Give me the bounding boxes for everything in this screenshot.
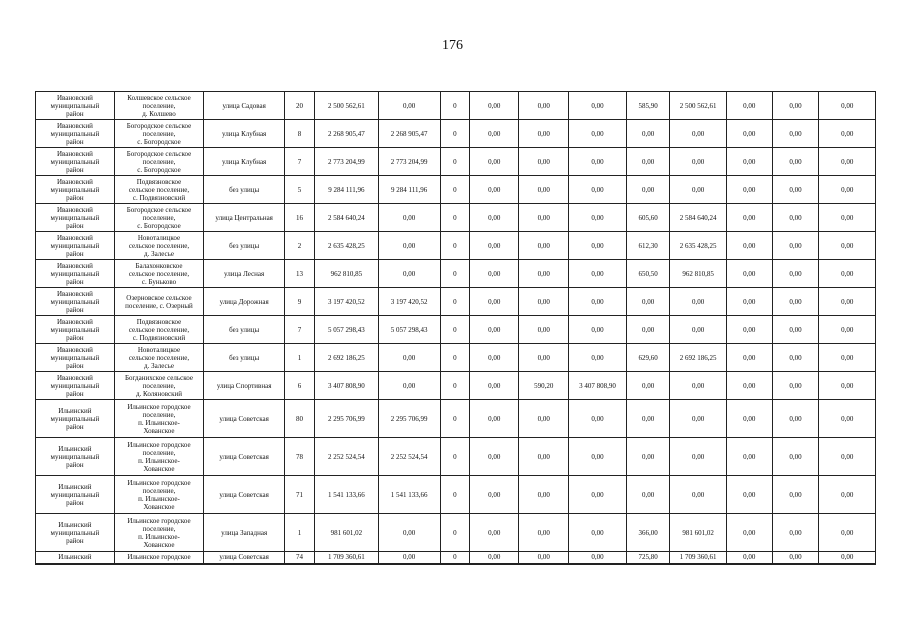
value-cell-1: 2 252 524,54 — [314, 438, 378, 476]
value-cell-10: 0,00 — [772, 552, 819, 564]
count-cell: 80 — [285, 400, 315, 438]
value-cell-9: 0,00 — [726, 344, 772, 372]
table-row — [36, 316, 876, 344]
value-cell-9: 0,00 — [726, 438, 772, 476]
value-cell-3: 0 — [440, 316, 470, 344]
value-cell-9: 0,00 — [726, 92, 772, 120]
value-cell-3: 0 — [440, 476, 470, 514]
value-cell-4: 0,00 — [470, 438, 519, 476]
table-row — [36, 372, 876, 400]
value-cell-11: 0,00 — [819, 344, 876, 372]
value-cell-9: 0,00 — [726, 176, 772, 204]
value-cell-5: 590,20 — [519, 372, 569, 400]
value-cell-4: 0,00 — [470, 92, 519, 120]
value-cell-3: 0 — [440, 92, 470, 120]
value-cell-6: 0,00 — [569, 400, 626, 438]
table-row — [36, 552, 876, 564]
value-cell-6: 3 407 808,90 — [569, 372, 626, 400]
value-cell-7: 629,60 — [626, 344, 670, 372]
value-cell-7: 0,00 — [626, 176, 670, 204]
value-cell-10: 0,00 — [772, 438, 819, 476]
district-cell: Ильинский муниципальный район — [36, 438, 115, 476]
value-cell-5: 0,00 — [519, 120, 569, 148]
value-cell-5: 0,00 — [519, 288, 569, 316]
value-cell-8: 2 584 640,24 — [670, 204, 726, 232]
value-cell-11: 0,00 — [819, 400, 876, 438]
settlement-cell: Подвязновское сельское поселение, с. Подвязновский — [114, 316, 203, 344]
value-cell-3: 0 — [440, 438, 470, 476]
value-cell-3: 0 — [440, 204, 470, 232]
settlement-cell: Ильинское городское поселение, п. Ильинское- Хованское — [114, 438, 203, 476]
value-cell-2: 2 773 204,99 — [378, 148, 440, 176]
value-cell-2: 2 268 905,47 — [378, 120, 440, 148]
count-cell: 71 — [285, 476, 315, 514]
count-cell: 8 — [285, 120, 315, 148]
value-cell-4: 0,00 — [470, 372, 519, 400]
street-cell: без улицы — [204, 344, 285, 372]
count-cell: 13 — [285, 260, 315, 288]
value-cell-9: 0,00 — [726, 288, 772, 316]
value-cell-3: 0 — [440, 372, 470, 400]
settlement-cell: Богородское сельское поселение, с. Богородское — [114, 148, 203, 176]
value-cell-7: 0,00 — [626, 438, 670, 476]
value-cell-5: 0,00 — [519, 232, 569, 260]
value-cell-2: 0,00 — [378, 552, 440, 564]
street-cell: улица Советская — [204, 400, 285, 438]
value-cell-2: 0,00 — [378, 204, 440, 232]
value-cell-6: 0,00 — [569, 148, 626, 176]
value-cell-11: 0,00 — [819, 148, 876, 176]
value-cell-4: 0,00 — [470, 204, 519, 232]
value-cell-11: 0,00 — [819, 260, 876, 288]
value-cell-9: 0,00 — [726, 476, 772, 514]
value-cell-1: 1 541 133,66 — [314, 476, 378, 514]
value-cell-5: 0,00 — [519, 400, 569, 438]
settlement-cell: Колшевское сельское поселение, д. Колшево — [114, 92, 203, 120]
district-cell: Ильинский муниципальный район — [36, 476, 115, 514]
count-cell: 7 — [285, 148, 315, 176]
value-cell-11: 0,00 — [819, 92, 876, 120]
value-cell-8: 0,00 — [670, 476, 726, 514]
value-cell-10: 0,00 — [772, 288, 819, 316]
value-cell-6: 0,00 — [569, 514, 626, 552]
value-cell-11: 0,00 — [819, 176, 876, 204]
value-cell-3: 0 — [440, 552, 470, 564]
value-cell-11: 0,00 — [819, 288, 876, 316]
value-cell-10: 0,00 — [772, 316, 819, 344]
value-cell-10: 0,00 — [772, 176, 819, 204]
value-cell-6: 0,00 — [569, 120, 626, 148]
district-cell: Ивановский муниципальный район — [36, 148, 115, 176]
street-cell: улица Клубная — [204, 148, 285, 176]
district-cell: Ивановский муниципальный район — [36, 204, 115, 232]
value-cell-4: 0,00 — [470, 288, 519, 316]
street-cell: улица Советская — [204, 476, 285, 514]
value-cell-11: 0,00 — [819, 316, 876, 344]
value-cell-5: 0,00 — [519, 260, 569, 288]
value-cell-3: 0 — [440, 400, 470, 438]
table-row — [36, 514, 876, 552]
table-row — [36, 120, 876, 148]
table-row — [36, 288, 876, 316]
value-cell-10: 0,00 — [772, 148, 819, 176]
count-cell: 74 — [285, 552, 315, 564]
value-cell-8: 2 635 428,25 — [670, 232, 726, 260]
value-cell-2: 0,00 — [378, 372, 440, 400]
value-cell-1: 2 692 186,25 — [314, 344, 378, 372]
value-cell-8: 0,00 — [670, 288, 726, 316]
settlement-cell: Подвязновское сельское поселение, с. Подвязновский — [114, 176, 203, 204]
value-cell-10: 0,00 — [772, 232, 819, 260]
table-row — [36, 344, 876, 372]
district-cell: Ивановский муниципальный район — [36, 260, 115, 288]
value-cell-10: 0,00 — [772, 514, 819, 552]
value-cell-7: 0,00 — [626, 400, 670, 438]
value-cell-9: 0,00 — [726, 400, 772, 438]
value-cell-9: 0,00 — [726, 372, 772, 400]
value-cell-8: 981 601,02 — [670, 514, 726, 552]
district-cell: Ивановский муниципальный район — [36, 344, 115, 372]
street-cell: улица Советская — [204, 552, 285, 564]
value-cell-7: 0,00 — [626, 120, 670, 148]
value-cell-9: 0,00 — [726, 514, 772, 552]
value-cell-9: 0,00 — [726, 120, 772, 148]
value-cell-5: 0,00 — [519, 476, 569, 514]
value-cell-11: 0,00 — [819, 552, 876, 564]
district-cell: Ивановский муниципальный район — [36, 288, 115, 316]
settlement-cell: Новоталицкое сельское поселение, д. Залесье — [114, 344, 203, 372]
value-cell-2: 0,00 — [378, 260, 440, 288]
value-cell-9: 0,00 — [726, 552, 772, 564]
table-row — [36, 438, 876, 476]
value-cell-9: 0,00 — [726, 316, 772, 344]
value-cell-5: 0,00 — [519, 176, 569, 204]
value-cell-4: 0,00 — [470, 476, 519, 514]
value-cell-4: 0,00 — [470, 400, 519, 438]
value-cell-8: 0,00 — [670, 400, 726, 438]
value-cell-10: 0,00 — [772, 400, 819, 438]
value-cell-8: 0,00 — [670, 176, 726, 204]
street-cell: без улицы — [204, 316, 285, 344]
value-cell-5: 0,00 — [519, 514, 569, 552]
value-cell-3: 0 — [440, 514, 470, 552]
value-cell-7: 585,90 — [626, 92, 670, 120]
value-cell-10: 0,00 — [772, 344, 819, 372]
value-cell-4: 0,00 — [470, 316, 519, 344]
value-cell-1: 962 810,85 — [314, 260, 378, 288]
district-cell: Ильинский — [36, 552, 115, 564]
value-cell-4: 0,00 — [470, 260, 519, 288]
value-cell-4: 0,00 — [470, 514, 519, 552]
count-cell: 5 — [285, 176, 315, 204]
table-row — [36, 232, 876, 260]
settlement-cell: Ильинское городское — [114, 552, 203, 564]
value-cell-1: 2 773 204,99 — [314, 148, 378, 176]
value-cell-2: 9 284 111,96 — [378, 176, 440, 204]
value-cell-7: 366,00 — [626, 514, 670, 552]
value-cell-3: 0 — [440, 176, 470, 204]
value-cell-9: 0,00 — [726, 232, 772, 260]
value-cell-9: 0,00 — [726, 204, 772, 232]
value-cell-10: 0,00 — [772, 120, 819, 148]
value-cell-3: 0 — [440, 120, 470, 148]
value-cell-8: 0,00 — [670, 148, 726, 176]
value-cell-5: 0,00 — [519, 552, 569, 564]
value-cell-11: 0,00 — [819, 476, 876, 514]
value-cell-7: 0,00 — [626, 316, 670, 344]
value-cell-11: 0,00 — [819, 120, 876, 148]
street-cell: улица Советская — [204, 438, 285, 476]
street-cell: улица Лесная — [204, 260, 285, 288]
count-cell: 1 — [285, 514, 315, 552]
value-cell-7: 0,00 — [626, 288, 670, 316]
value-cell-7: 650,50 — [626, 260, 670, 288]
value-cell-8: 0,00 — [670, 372, 726, 400]
value-cell-7: 612,30 — [626, 232, 670, 260]
table-row — [36, 400, 876, 438]
value-cell-8: 1 709 360,61 — [670, 552, 726, 564]
value-cell-6: 0,00 — [569, 288, 626, 316]
value-cell-8: 0,00 — [670, 316, 726, 344]
value-cell-1: 2 500 562,61 — [314, 92, 378, 120]
value-cell-1: 2 268 905,47 — [314, 120, 378, 148]
value-cell-6: 0,00 — [569, 316, 626, 344]
value-cell-10: 0,00 — [772, 260, 819, 288]
settlement-cell: Озерновское сельское поселение, с. Озерный — [114, 288, 203, 316]
value-cell-2: 0,00 — [378, 344, 440, 372]
value-cell-3: 0 — [440, 344, 470, 372]
district-cell: Ивановский муниципальный район — [36, 120, 115, 148]
value-cell-7: 0,00 — [626, 372, 670, 400]
value-cell-5: 0,00 — [519, 92, 569, 120]
value-cell-4: 0,00 — [470, 148, 519, 176]
value-cell-6: 0,00 — [569, 476, 626, 514]
count-cell: 2 — [285, 232, 315, 260]
value-cell-1: 2 584 640,24 — [314, 204, 378, 232]
value-cell-6: 0,00 — [569, 260, 626, 288]
value-cell-2: 0,00 — [378, 232, 440, 260]
settlement-cell: Балахонковское сельское поселение, с. Буньково — [114, 260, 203, 288]
value-cell-2: 1 541 133,66 — [378, 476, 440, 514]
value-cell-3: 0 — [440, 232, 470, 260]
value-cell-6: 0,00 — [569, 92, 626, 120]
table-row — [36, 204, 876, 232]
value-cell-8: 2 692 186,25 — [670, 344, 726, 372]
settlement-cell: Ильинское городское поселение, п. Ильинское- Хованское — [114, 400, 203, 438]
value-cell-5: 0,00 — [519, 344, 569, 372]
value-cell-11: 0,00 — [819, 514, 876, 552]
value-cell-1: 9 284 111,96 — [314, 176, 378, 204]
settlement-cell: Новоталицкое сельское поселение, д. Залесье — [114, 232, 203, 260]
table-row — [36, 148, 876, 176]
program-table — [35, 91, 876, 565]
value-cell-8: 962 810,85 — [670, 260, 726, 288]
settlement-cell: Ильинское городское поселение, п. Ильинское- Хованское — [114, 514, 203, 552]
page-number: 176 — [442, 38, 463, 53]
value-cell-8: 0,00 — [670, 120, 726, 148]
value-cell-4: 0,00 — [470, 232, 519, 260]
table-row — [36, 260, 876, 288]
value-cell-7: 0,00 — [626, 148, 670, 176]
district-cell: Ильинский муниципальный район — [36, 400, 115, 438]
value-cell-8: 2 500 562,61 — [670, 92, 726, 120]
settlement-cell: Богданихское сельское поселение, д. Коляновский — [114, 372, 203, 400]
street-cell: улица Садовая — [204, 92, 285, 120]
table-row — [36, 476, 876, 514]
value-cell-9: 0,00 — [726, 148, 772, 176]
district-cell: Ивановский муниципальный район — [36, 92, 115, 120]
value-cell-3: 0 — [440, 288, 470, 316]
street-cell: улица Дорожная — [204, 288, 285, 316]
count-cell: 9 — [285, 288, 315, 316]
street-cell: улица Клубная — [204, 120, 285, 148]
value-cell-6: 0,00 — [569, 204, 626, 232]
table-body — [36, 92, 876, 564]
value-cell-3: 0 — [440, 260, 470, 288]
value-cell-1: 1 709 360,61 — [314, 552, 378, 564]
value-cell-4: 0,00 — [470, 552, 519, 564]
value-cell-7: 605,60 — [626, 204, 670, 232]
value-cell-10: 0,00 — [772, 92, 819, 120]
value-cell-1: 3 407 808,90 — [314, 372, 378, 400]
value-cell-4: 0,00 — [470, 120, 519, 148]
value-cell-6: 0,00 — [569, 552, 626, 564]
count-cell: 6 — [285, 372, 315, 400]
count-cell: 16 — [285, 204, 315, 232]
value-cell-2: 0,00 — [378, 514, 440, 552]
street-cell: без улицы — [204, 232, 285, 260]
value-cell-10: 0,00 — [772, 204, 819, 232]
count-cell: 78 — [285, 438, 315, 476]
value-cell-6: 0,00 — [569, 438, 626, 476]
value-cell-2: 3 197 420,52 — [378, 288, 440, 316]
settlement-cell: Богородское сельское поселение, с. Богородское — [114, 120, 203, 148]
value-cell-2: 5 057 298,43 — [378, 316, 440, 344]
value-cell-10: 0,00 — [772, 372, 819, 400]
value-cell-8: 0,00 — [670, 438, 726, 476]
value-cell-7: 0,00 — [626, 476, 670, 514]
value-cell-1: 3 197 420,52 — [314, 288, 378, 316]
district-cell: Ивановский муниципальный район — [36, 372, 115, 400]
value-cell-2: 0,00 — [378, 92, 440, 120]
table-row — [36, 92, 876, 120]
district-cell: Ильинский муниципальный район — [36, 514, 115, 552]
district-cell: Ивановский муниципальный район — [36, 316, 115, 344]
value-cell-5: 0,00 — [519, 438, 569, 476]
value-cell-3: 0 — [440, 148, 470, 176]
value-cell-1: 2 295 706,99 — [314, 400, 378, 438]
value-cell-11: 0,00 — [819, 232, 876, 260]
settlement-cell: Ильинское городское поселение, п. Ильинское- Хованское — [114, 476, 203, 514]
value-cell-1: 5 057 298,43 — [314, 316, 378, 344]
value-cell-6: 0,00 — [569, 344, 626, 372]
street-cell: улица Центральная — [204, 204, 285, 232]
value-cell-4: 0,00 — [470, 344, 519, 372]
count-cell: 7 — [285, 316, 315, 344]
value-cell-5: 0,00 — [519, 316, 569, 344]
value-cell-11: 0,00 — [819, 438, 876, 476]
value-cell-2: 2 252 524,54 — [378, 438, 440, 476]
street-cell: улица Спортивная — [204, 372, 285, 400]
value-cell-1: 981 601,02 — [314, 514, 378, 552]
value-cell-4: 0,00 — [470, 176, 519, 204]
value-cell-5: 0,00 — [519, 204, 569, 232]
value-cell-1: 2 635 428,25 — [314, 232, 378, 260]
value-cell-10: 0,00 — [772, 476, 819, 514]
count-cell: 1 — [285, 344, 315, 372]
district-cell: Ивановский муниципальный район — [36, 232, 115, 260]
street-cell: улица Западная — [204, 514, 285, 552]
value-cell-2: 2 295 706,99 — [378, 400, 440, 438]
value-cell-6: 0,00 — [569, 176, 626, 204]
value-cell-11: 0,00 — [819, 372, 876, 400]
value-cell-7: 725,80 — [626, 552, 670, 564]
table-row — [36, 176, 876, 204]
settlement-cell: Богородское сельское поселение, с. Богородское — [114, 204, 203, 232]
value-cell-9: 0,00 — [726, 260, 772, 288]
value-cell-6: 0,00 — [569, 232, 626, 260]
district-cell: Ивановский муниципальный район — [36, 176, 115, 204]
value-cell-5: 0,00 — [519, 148, 569, 176]
count-cell: 20 — [285, 92, 315, 120]
street-cell: без улицы — [204, 176, 285, 204]
value-cell-11: 0,00 — [819, 204, 876, 232]
